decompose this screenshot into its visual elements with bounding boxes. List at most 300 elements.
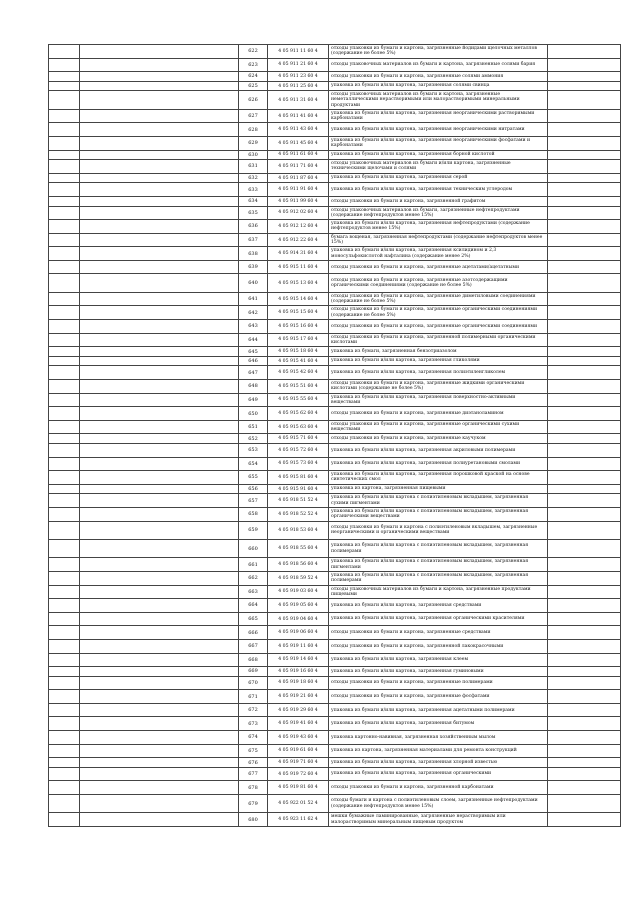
row-blank-cell <box>80 571 239 585</box>
waste-code: 4 05 919 71 60 4 <box>268 758 329 768</box>
row-number: 636 <box>239 220 268 234</box>
row-blank-cell <box>80 585 239 599</box>
waste-code: 4 05 919 05 60 4 <box>268 599 329 613</box>
row-number: 637 <box>239 233 268 247</box>
row-blank-cell <box>548 639 621 653</box>
waste-code: 4 05 915 73 60 4 <box>268 457 329 471</box>
row-blank-cell <box>548 260 621 274</box>
table-row <box>49 507 621 521</box>
waste-code: 4 05 918 59 52 4 <box>268 571 329 585</box>
row-blank-cell <box>49 306 80 320</box>
table-row <box>49 72 621 82</box>
row-number: 626 <box>239 91 268 109</box>
table-row <box>49 123 621 137</box>
row-number: 650 <box>239 407 268 421</box>
row-blank-cell <box>49 484 80 494</box>
row-blank-cell <box>49 45 80 59</box>
waste-code: 4 05 919 16 60 4 <box>268 667 329 677</box>
row-blank-cell <box>49 585 80 599</box>
row-blank-cell <box>548 758 621 768</box>
table-row <box>49 150 621 160</box>
row-blank-cell <box>548 494 621 508</box>
row-blank-cell <box>49 717 80 731</box>
row-number: 653 <box>239 444 268 458</box>
row-blank-cell <box>49 233 80 247</box>
row-blank-cell <box>49 81 80 91</box>
waste-name: упаковка из бумаги и/или картона, загрязненная ацетатными полимерами <box>329 703 548 717</box>
row-number: 658 <box>239 507 268 521</box>
waste-name: упаковка картонно-навивная, загрязненная хозяйственным мылом <box>329 731 548 745</box>
row-blank-cell <box>80 444 239 458</box>
row-blank-cell <box>49 626 80 640</box>
row-blank-cell <box>80 690 239 704</box>
row-blank-cell <box>80 274 239 292</box>
waste-code: 4 05 914 31 60 4 <box>268 247 329 261</box>
waste-code: 4 05 915 14 60 4 <box>268 292 329 306</box>
row-blank-cell <box>80 220 239 234</box>
row-number: 634 <box>239 196 268 206</box>
waste-name: упаковка из бумаги и/или картона, загрязненная акриловыми полимерами <box>329 444 548 458</box>
row-blank-cell <box>49 356 80 366</box>
waste-name: упаковка из бумаги и/или картона с полиэтиленовым вкладышем, загрязненная полимерами <box>329 539 548 557</box>
row-blank-cell <box>548 667 621 677</box>
row-blank-cell <box>80 333 239 347</box>
waste-name: упаковка из бумаги и/или картона с полиэтиленовым вкладышем, загрязненная полимерами <box>329 571 548 585</box>
waste-code: 4 05 915 13 60 4 <box>268 274 329 292</box>
waste-code: 4 05 915 63 60 4 <box>268 420 329 434</box>
waste-name: отходы упаковки из бумаги и картона, загрязненные органическими сухими веществами <box>329 420 548 434</box>
row-blank-cell <box>548 471 621 485</box>
row-number: 665 <box>239 612 268 626</box>
waste-name: упаковка из бумаги и/или картона, загрязненная ксилидином и 2,3 моносульфокислотой нафталина (содержание менее 2%) <box>329 247 548 261</box>
row-number: 677 <box>239 767 268 781</box>
waste-code: 4 05 912 02 60 4 <box>268 206 329 220</box>
row-blank-cell <box>49 366 80 380</box>
waste-name: отходы упаковки из бумаги и картона, загрязненные солями аммония <box>329 72 548 82</box>
row-blank-cell <box>548 420 621 434</box>
waste-code: 4 05 915 15 60 4 <box>268 306 329 320</box>
row-number: 668 <box>239 653 268 667</box>
row-blank-cell <box>80 407 239 421</box>
row-blank-cell <box>80 639 239 653</box>
row-blank-cell <box>80 58 239 72</box>
table-row <box>49 366 621 380</box>
row-blank-cell <box>548 380 621 394</box>
waste-name: отходы упаковки из бумаги и картона, загрязненные йодидами щелочных металлов (содержание не более 5%) <box>329 45 548 59</box>
row-number: 676 <box>239 758 268 768</box>
row-blank-cell <box>49 274 80 292</box>
waste-code: 4 05 915 41 60 4 <box>268 356 329 366</box>
table-row <box>49 521 621 539</box>
waste-name: упаковка из бумаги и/или картона, загрязненная гуминовыми <box>329 667 548 677</box>
waste-name: отходы упаковочных материалов из бумаги, загрязненные нефтепродуктами (содержание нефтепродуктов менее 15%) <box>329 206 548 220</box>
row-number: 670 <box>239 676 268 690</box>
table-row <box>49 91 621 109</box>
waste-code: 4 05 911 31 60 4 <box>268 91 329 109</box>
row-number: 643 <box>239 320 268 334</box>
row-blank-cell <box>548 434 621 444</box>
table-row <box>49 220 621 234</box>
row-blank-cell <box>548 91 621 109</box>
waste-code: 4 05 911 23 60 4 <box>268 72 329 82</box>
waste-code: 4 05 911 87 60 4 <box>268 173 329 183</box>
row-blank-cell <box>548 717 621 731</box>
row-blank-cell <box>80 767 239 781</box>
row-blank-cell <box>49 420 80 434</box>
table-row <box>49 717 621 731</box>
waste-name: упаковка из бумаги и/или картона с полиэтиленовым вкладышем, загрязненная сухими пигментами <box>329 494 548 508</box>
row-blank-cell <box>49 196 80 206</box>
waste-name: отходы упаковки из бумаги и картона, загрязненные каучуком <box>329 434 548 444</box>
row-number: 656 <box>239 484 268 494</box>
row-number: 672 <box>239 703 268 717</box>
row-blank-cell <box>548 347 621 357</box>
row-number: 678 <box>239 781 268 795</box>
table-row <box>49 356 621 366</box>
row-number: 629 <box>239 136 268 150</box>
waste-name: отходы упаковки из бумаги и картона, загрязненные диэтаноламином <box>329 407 548 421</box>
row-blank-cell <box>49 183 80 197</box>
waste-code: 4 05 918 51 52 4 <box>268 494 329 508</box>
row-blank-cell <box>49 558 80 572</box>
row-blank-cell <box>80 393 239 407</box>
table-row <box>49 306 621 320</box>
waste-name: упаковка из бумаги и/или картона, загрязненная неорганическими фосфатами и карбонатами <box>329 136 548 150</box>
row-number: 633 <box>239 183 268 197</box>
waste-code: 4 05 911 11 60 4 <box>268 45 329 59</box>
waste-code: 4 05 915 11 60 4 <box>268 260 329 274</box>
table-row <box>49 45 621 59</box>
row-blank-cell <box>548 767 621 781</box>
row-blank-cell <box>49 690 80 704</box>
waste-code: 4 05 919 06 60 4 <box>268 626 329 640</box>
row-blank-cell <box>548 81 621 91</box>
table-row <box>49 444 621 458</box>
table-row <box>49 767 621 781</box>
waste-name: упаковка из бумаги и/или картона, загрязненная гликолями <box>329 356 548 366</box>
row-number: 649 <box>239 393 268 407</box>
waste-name: упаковка из бумаги и/или картона, загрязненная порошковой краской на основе синтетических смол <box>329 471 548 485</box>
row-blank-cell <box>548 690 621 704</box>
row-blank-cell <box>49 667 80 677</box>
row-number: 663 <box>239 585 268 599</box>
waste-name: отходы упаковочных материалов из бумаги и/или картона, загрязненные техническими щелочами и солями <box>329 160 548 174</box>
waste-name: отходы упаковки из бумаги и картона, загрязненные ацетатами/ацетатными <box>329 260 548 274</box>
waste-code: 4 05 915 42 60 4 <box>268 366 329 380</box>
waste-name: упаковка из бумаги и/или картона, загрязненная нефтепродуктами (содержание нефтепродуктов менее 15%) <box>329 220 548 234</box>
row-blank-cell <box>80 599 239 613</box>
row-blank-cell <box>548 173 621 183</box>
row-blank-cell <box>49 612 80 626</box>
row-blank-cell <box>49 494 80 508</box>
waste-name: упаковка из бумаги и/или картона, загрязненная неорганическими растворимыми карбонатами <box>329 109 548 123</box>
row-number: 646 <box>239 356 268 366</box>
row-blank-cell <box>80 758 239 768</box>
row-blank-cell <box>548 676 621 690</box>
row-blank-cell <box>49 393 80 407</box>
row-blank-cell <box>548 571 621 585</box>
row-blank-cell <box>548 521 621 539</box>
waste-code: 4 05 915 72 60 4 <box>268 444 329 458</box>
row-blank-cell <box>49 220 80 234</box>
row-blank-cell <box>548 72 621 82</box>
row-blank-cell <box>49 676 80 690</box>
table-row <box>49 320 621 334</box>
row-number: 651 <box>239 420 268 434</box>
row-blank-cell <box>49 539 80 557</box>
row-number: 631 <box>239 160 268 174</box>
table-row <box>49 653 621 667</box>
waste-name: отходы упаковки из бумаги и картона, загрязненные средствами <box>329 626 548 640</box>
row-blank-cell <box>49 767 80 781</box>
table-row <box>49 626 621 640</box>
row-blank-cell <box>49 320 80 334</box>
waste-name: упаковка из бумаги и/или картона, загрязненная клеем <box>329 653 548 667</box>
table-row <box>49 612 621 626</box>
waste-code: 4 05 923 11 62 4 <box>268 813 329 827</box>
row-number: 673 <box>239 717 268 731</box>
row-blank-cell <box>80 160 239 174</box>
waste-name: упаковка из бумаги и/или картона, загрязненная хлорной известью <box>329 758 548 768</box>
row-blank-cell <box>548 653 621 667</box>
row-blank-cell <box>548 612 621 626</box>
row-blank-cell <box>80 744 239 758</box>
row-number: 669 <box>239 667 268 677</box>
waste-name: отходы упаковки из бумаги и картона, загрязненные органическими соединениями (содержание не более 5%) <box>329 306 548 320</box>
table-row <box>49 690 621 704</box>
row-blank-cell <box>49 333 80 347</box>
waste-code: 4 05 919 14 60 4 <box>268 653 329 667</box>
row-blank-cell <box>80 558 239 572</box>
row-blank-cell <box>548 539 621 557</box>
row-blank-cell <box>80 676 239 690</box>
row-number: 623 <box>239 58 268 72</box>
row-blank-cell <box>80 356 239 366</box>
document-table-area <box>48 44 621 827</box>
row-blank-cell <box>548 795 621 813</box>
table-row <box>49 795 621 813</box>
row-blank-cell <box>548 558 621 572</box>
table-row <box>49 558 621 572</box>
row-blank-cell <box>49 109 80 123</box>
table-row <box>49 292 621 306</box>
table-row <box>49 183 621 197</box>
row-number: 624 <box>239 72 268 82</box>
row-blank-cell <box>49 457 80 471</box>
waste-name: отходы упаковки из бумаги и картона, загрязненные диметиловыми соединениями (содержание не более 5%) <box>329 292 548 306</box>
row-blank-cell <box>80 247 239 261</box>
row-blank-cell <box>49 136 80 150</box>
row-blank-cell <box>548 109 621 123</box>
row-blank-cell <box>80 260 239 274</box>
table-row <box>49 434 621 444</box>
row-blank-cell <box>49 347 80 357</box>
row-blank-cell <box>80 781 239 795</box>
row-number: 635 <box>239 206 268 220</box>
row-blank-cell <box>80 494 239 508</box>
waste-name: упаковка из бумаги и/или картона с полиэтиленовым вкладышем, загрязненная органическими веществами <box>329 507 548 521</box>
table-row <box>49 196 621 206</box>
row-blank-cell <box>80 292 239 306</box>
row-blank-cell <box>49 173 80 183</box>
row-number: 659 <box>239 521 268 539</box>
row-blank-cell <box>548 160 621 174</box>
row-blank-cell <box>49 407 80 421</box>
row-blank-cell <box>548 585 621 599</box>
row-blank-cell <box>80 173 239 183</box>
table-row <box>49 585 621 599</box>
table-row <box>49 758 621 768</box>
table-row <box>49 81 621 91</box>
row-blank-cell <box>548 813 621 827</box>
table-row <box>49 639 621 653</box>
row-blank-cell <box>80 813 239 827</box>
waste-name: упаковка из бумаги и/или картона, загрязненная техническим углеродом <box>329 183 548 197</box>
row-blank-cell <box>548 220 621 234</box>
waste-name: отходы упаковочных материалов из бумаги и картона, загрязненные продуктами пищевыми <box>329 585 548 599</box>
row-blank-cell <box>548 206 621 220</box>
row-blank-cell <box>80 626 239 640</box>
row-number: 660 <box>239 539 268 557</box>
row-blank-cell <box>80 471 239 485</box>
row-blank-cell <box>80 233 239 247</box>
row-blank-cell <box>548 136 621 150</box>
table-row <box>49 380 621 394</box>
waste-name: упаковка из бумаги и/или картона, загрязненная борной кислотой <box>329 150 548 160</box>
row-blank-cell <box>80 457 239 471</box>
row-blank-cell <box>548 58 621 72</box>
row-number: 655 <box>239 471 268 485</box>
row-blank-cell <box>49 653 80 667</box>
row-blank-cell <box>548 292 621 306</box>
waste-name: упаковка из бумаги и/или картона, загрязненная средствами <box>329 599 548 613</box>
waste-name: упаковка из бумаги и/или картона, загрязненная поверхностно-активными веществами <box>329 393 548 407</box>
row-blank-cell <box>548 123 621 137</box>
row-number: 630 <box>239 150 268 160</box>
waste-code: 4 05 911 91 60 4 <box>268 183 329 197</box>
row-blank-cell <box>49 58 80 72</box>
row-blank-cell <box>49 160 80 174</box>
row-blank-cell <box>80 306 239 320</box>
row-number: 671 <box>239 690 268 704</box>
table-row <box>49 667 621 677</box>
row-blank-cell <box>548 366 621 380</box>
waste-name: отходы упаковки из бумаги и картона, загрязненной графитом <box>329 196 548 206</box>
waste-code: 4 05 919 29 60 4 <box>268 703 329 717</box>
row-blank-cell <box>49 292 80 306</box>
table-row <box>49 274 621 292</box>
waste-code: 4 05 915 16 60 4 <box>268 320 329 334</box>
row-blank-cell <box>49 703 80 717</box>
row-blank-cell <box>548 599 621 613</box>
waste-code: 4 05 911 99 60 4 <box>268 196 329 206</box>
row-blank-cell <box>80 366 239 380</box>
table-row <box>49 420 621 434</box>
row-blank-cell <box>49 744 80 758</box>
row-blank-cell <box>80 136 239 150</box>
row-blank-cell <box>80 434 239 444</box>
table-body <box>49 45 621 827</box>
row-blank-cell <box>80 703 239 717</box>
waste-name: отходы бумаги и картона с полиэтиленовым слоем, загрязненные нефтепродуктами (содержание нефтепродуктов менее 15%) <box>329 795 548 813</box>
row-blank-cell <box>548 45 621 59</box>
row-blank-cell <box>548 233 621 247</box>
waste-name: упаковка из бумаги и/или картона, загрязненная органическими красителями <box>329 612 548 626</box>
table-row <box>49 571 621 585</box>
row-blank-cell <box>548 356 621 366</box>
waste-code: 4 05 911 25 60 4 <box>268 81 329 91</box>
row-blank-cell <box>548 150 621 160</box>
waste-name: упаковка из бумаги и/или картона, загрязненная полиэтиленгликолем <box>329 366 548 380</box>
waste-code: 4 05 915 18 60 4 <box>268 347 329 357</box>
row-blank-cell <box>49 758 80 768</box>
row-number: 641 <box>239 292 268 306</box>
row-number: 627 <box>239 109 268 123</box>
row-number: 664 <box>239 599 268 613</box>
row-blank-cell <box>80 667 239 677</box>
waste-code: 4 05 911 43 60 4 <box>268 123 329 137</box>
waste-code: 4 05 911 45 60 4 <box>268 136 329 150</box>
row-blank-cell <box>80 347 239 357</box>
row-blank-cell <box>80 521 239 539</box>
waste-name: отходы упаковочных материалов из бумаги и картона, загрязненные солями бария <box>329 58 548 72</box>
row-number: 625 <box>239 81 268 91</box>
waste-code: 4 05 922 01 52 4 <box>268 795 329 813</box>
row-blank-cell <box>80 539 239 557</box>
table-row <box>49 539 621 557</box>
waste-name: отходы упаковки из бумаги и картона, загрязненные полимерами <box>329 676 548 690</box>
waste-name: упаковка из бумаги и/или картона, загрязненная солями свинца <box>329 81 548 91</box>
row-blank-cell <box>49 444 80 458</box>
row-blank-cell <box>548 333 621 347</box>
row-blank-cell <box>80 717 239 731</box>
waste-name: упаковка из бумаги, загрязненная бензотриазолом <box>329 347 548 357</box>
table-row <box>49 260 621 274</box>
row-blank-cell <box>80 81 239 91</box>
row-blank-cell <box>80 380 239 394</box>
row-blank-cell <box>49 507 80 521</box>
row-blank-cell <box>548 703 621 717</box>
table-row <box>49 58 621 72</box>
row-blank-cell <box>49 571 80 585</box>
row-number: 661 <box>239 558 268 572</box>
waste-name: отходы упаковки из бумаги и картона, загрязненной лакокрасочными <box>329 639 548 653</box>
table-row <box>49 109 621 123</box>
row-blank-cell <box>548 484 621 494</box>
waste-code: 4 05 919 72 60 4 <box>268 767 329 781</box>
row-blank-cell <box>49 731 80 745</box>
row-blank-cell <box>548 781 621 795</box>
table-row <box>49 813 621 827</box>
row-blank-cell <box>49 380 80 394</box>
row-blank-cell <box>80 731 239 745</box>
row-blank-cell <box>80 612 239 626</box>
waste-code: 4 05 911 21 60 4 <box>268 58 329 72</box>
row-blank-cell <box>548 507 621 521</box>
waste-name: упаковка из бумаги и/или картона, загрязненная неорганическими нитратами <box>329 123 548 137</box>
row-blank-cell <box>80 109 239 123</box>
row-blank-cell <box>548 183 621 197</box>
row-number: 639 <box>239 260 268 274</box>
table-row <box>49 731 621 745</box>
row-blank-cell <box>548 731 621 745</box>
waste-name: отходы упаковки из бумаги и картона, загрязненные органическими соединениями <box>329 320 548 334</box>
waste-name: упаковка из картона, загрязненная материалами для ремонта конструкций <box>329 744 548 758</box>
row-blank-cell <box>49 521 80 539</box>
row-blank-cell <box>80 484 239 494</box>
row-blank-cell <box>49 260 80 274</box>
waste-code: 4 05 919 43 60 4 <box>268 731 329 745</box>
